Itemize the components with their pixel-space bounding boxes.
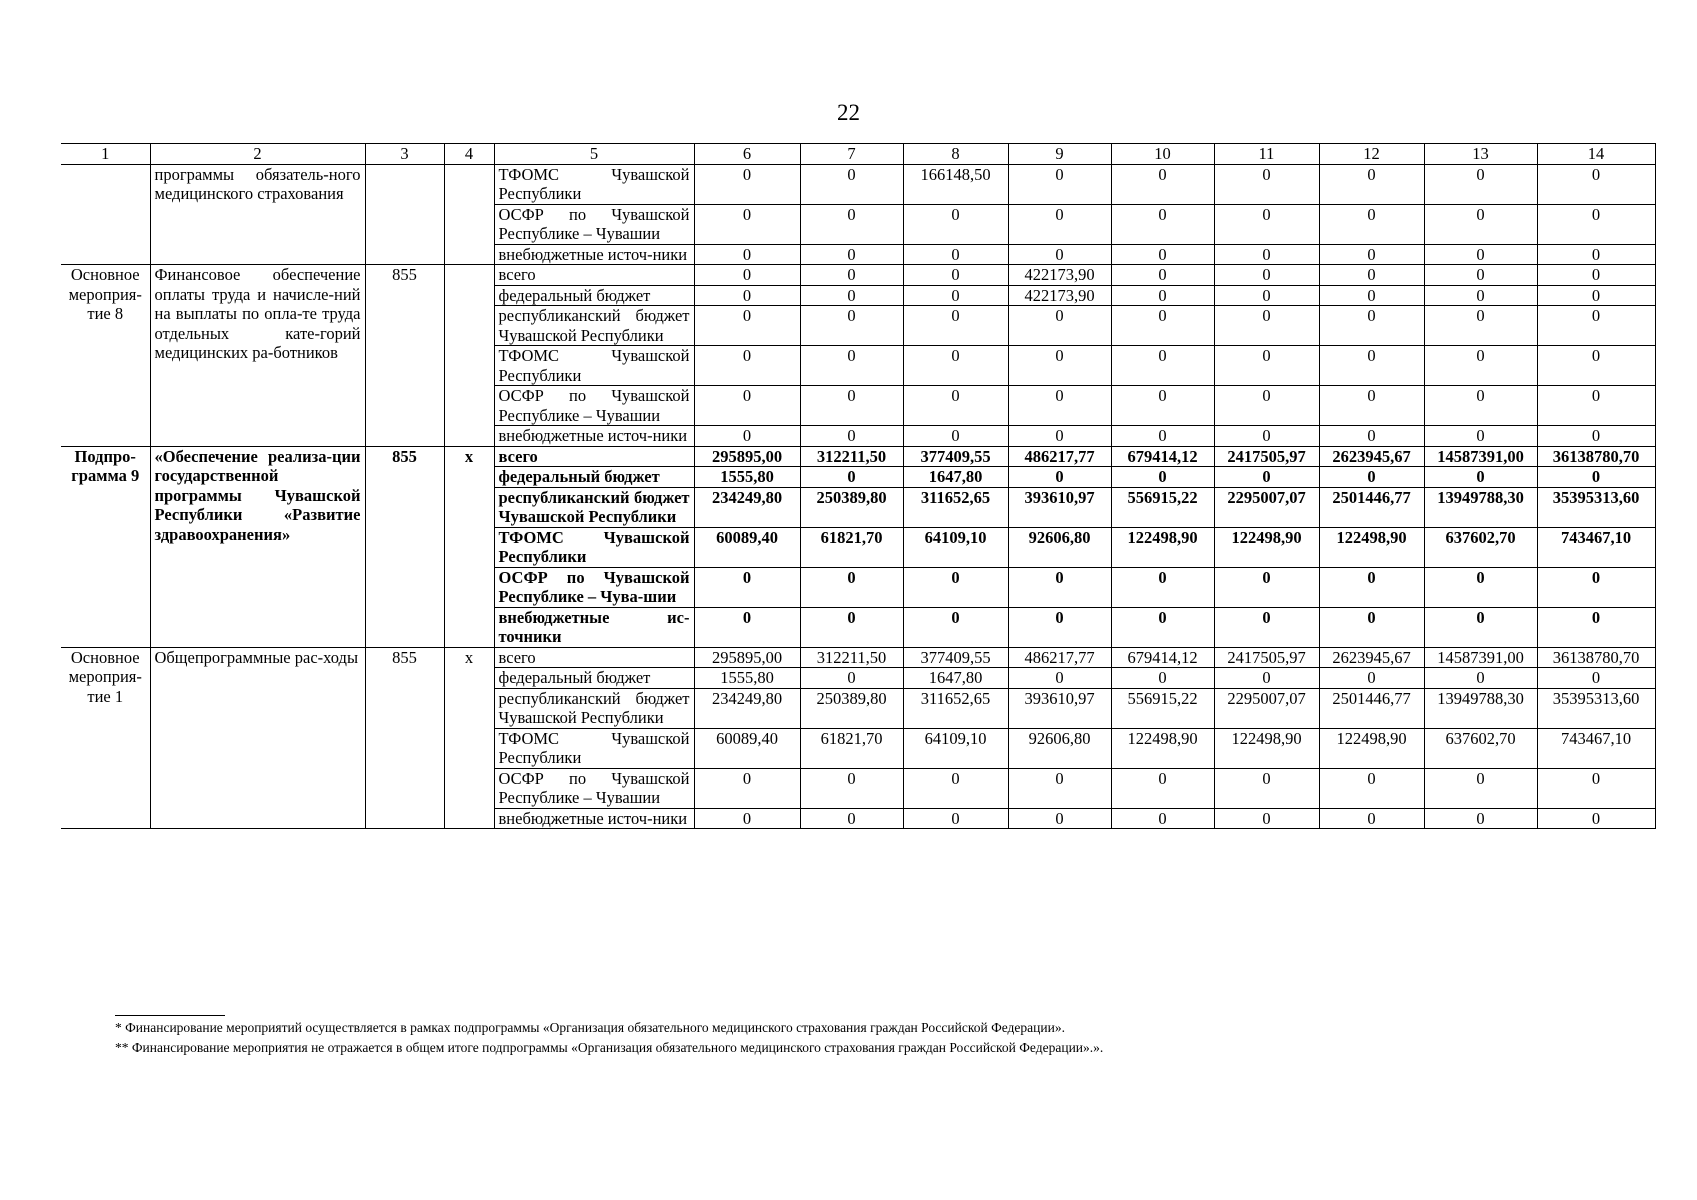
value-cell: 122498,90 xyxy=(1214,527,1319,567)
value-cell: 0 xyxy=(1111,244,1214,265)
column-header: 10 xyxy=(1111,144,1214,165)
value-cell: 0 xyxy=(1537,346,1655,386)
value-cell: 0 xyxy=(800,306,903,346)
value-cell: 679414,12 xyxy=(1111,647,1214,668)
value-cell: 393610,97 xyxy=(1008,487,1111,527)
value-cell: 0 xyxy=(1537,426,1655,447)
value-cell: 0 xyxy=(1424,386,1537,426)
value-cell: 0 xyxy=(1008,244,1111,265)
value-cell: 556915,22 xyxy=(1111,688,1214,728)
source-cell: внебюджетные источ-ники xyxy=(494,808,694,829)
value-cell: 1647,80 xyxy=(903,467,1008,488)
value-cell: 0 xyxy=(903,265,1008,286)
value-cell: 0 xyxy=(800,346,903,386)
value-cell: 0 xyxy=(1214,204,1319,244)
value-cell: 92606,80 xyxy=(1008,728,1111,768)
value-cell: 0 xyxy=(694,265,800,286)
value-cell: 0 xyxy=(1537,204,1655,244)
column-header: 6 xyxy=(694,144,800,165)
value-cell: 0 xyxy=(1111,467,1214,488)
value-cell: 0 xyxy=(800,467,903,488)
value-cell: 0 xyxy=(800,285,903,306)
value-cell: 637602,70 xyxy=(1424,527,1537,567)
table-row xyxy=(61,265,1655,286)
value-cell: 0 xyxy=(1537,265,1655,286)
value-cell: 0 xyxy=(1424,204,1537,244)
value-cell: 0 xyxy=(1537,467,1655,488)
value-cell: 0 xyxy=(1537,808,1655,829)
value-cell: 166148,50 xyxy=(903,164,1008,204)
group-cell xyxy=(444,164,494,265)
status-cell: Основное мероприя-тие 1 xyxy=(61,647,150,829)
source-cell: федеральный бюджет xyxy=(494,285,694,306)
value-cell: 0 xyxy=(903,244,1008,265)
value-cell: 0 xyxy=(1008,567,1111,607)
value-cell: 250389,80 xyxy=(800,688,903,728)
value-cell: 61821,70 xyxy=(800,728,903,768)
value-cell: 0 xyxy=(1319,426,1424,447)
budget-table xyxy=(61,143,1656,829)
value-cell: 0 xyxy=(1214,386,1319,426)
value-cell: 0 xyxy=(1537,768,1655,808)
status-cell xyxy=(61,164,150,265)
value-cell: 0 xyxy=(800,204,903,244)
value-cell: 60089,40 xyxy=(694,527,800,567)
value-cell: 0 xyxy=(1424,426,1537,447)
group-cell: х xyxy=(444,647,494,829)
value-cell: 0 xyxy=(800,244,903,265)
source-cell: республиканский бюджет Чувашской Республики xyxy=(494,306,694,346)
footnote-divider xyxy=(115,1015,225,1016)
value-cell: 0 xyxy=(694,426,800,447)
value-cell: 0 xyxy=(1214,668,1319,689)
footnote-2: ** Финансирование мероприятия не отражается в общем итоге подпрограммы «Организация обязательного медицинского страхования граждан Российской Федерации».». xyxy=(115,1040,1104,1055)
value-cell: 0 xyxy=(1111,607,1214,647)
column-header: 14 xyxy=(1537,144,1655,165)
value-cell: 0 xyxy=(1008,607,1111,647)
value-cell: 743467,10 xyxy=(1537,527,1655,567)
value-cell: 64109,10 xyxy=(903,527,1008,567)
value-cell: 0 xyxy=(1424,306,1537,346)
table-row xyxy=(61,446,1655,467)
value-cell: 0 xyxy=(1319,204,1424,244)
value-cell: 0 xyxy=(1424,668,1537,689)
value-cell: 0 xyxy=(1111,285,1214,306)
title-cell: «Обеспечение реализа-ции государственной программы Чувашской Республики «Развитие здравоохранения» xyxy=(150,446,365,647)
value-cell: 0 xyxy=(1319,768,1424,808)
value-cell: 0 xyxy=(694,204,800,244)
value-cell: 312211,50 xyxy=(800,647,903,668)
value-cell: 1647,80 xyxy=(903,668,1008,689)
value-cell: 0 xyxy=(1537,607,1655,647)
value-cell: 0 xyxy=(903,567,1008,607)
value-cell: 0 xyxy=(694,768,800,808)
source-cell: ТФОМС Чувашской Республики xyxy=(494,164,694,204)
value-cell: 0 xyxy=(1319,668,1424,689)
value-cell: 0 xyxy=(1214,346,1319,386)
value-cell: 0 xyxy=(1111,567,1214,607)
table-row xyxy=(61,164,1655,204)
value-cell: 0 xyxy=(1537,386,1655,426)
value-cell: 0 xyxy=(1319,164,1424,204)
value-cell: 0 xyxy=(1214,164,1319,204)
title-cell: Финансовое обеспечение оплаты труда и начисле-ний на выплаты по опла-те труда отдельных кате-горий медицинских ра-ботников xyxy=(150,265,365,447)
footnote-1: * Финансирование мероприятий осуществляется в рамках подпрограммы «Организация обязательного медицинского страхования граждан Российской Федерации». xyxy=(115,1020,1065,1035)
source-cell: внебюджетные ис-точники xyxy=(494,607,694,647)
code-cell: 855 xyxy=(365,446,444,647)
column-header: 2 xyxy=(150,144,365,165)
column-header: 5 xyxy=(494,144,694,165)
value-cell: 0 xyxy=(800,164,903,204)
value-cell: 0 xyxy=(1319,285,1424,306)
column-header: 11 xyxy=(1214,144,1319,165)
value-cell: 0 xyxy=(800,808,903,829)
value-cell: 0 xyxy=(694,567,800,607)
value-cell: 0 xyxy=(1008,426,1111,447)
source-cell: республиканский бюджет Чувашской Республики xyxy=(494,688,694,728)
value-cell: 13949788,30 xyxy=(1424,487,1537,527)
source-cell: федеральный бюджет xyxy=(494,467,694,488)
value-cell: 0 xyxy=(800,607,903,647)
value-cell: 0 xyxy=(1214,285,1319,306)
value-cell: 1555,80 xyxy=(694,668,800,689)
value-cell: 0 xyxy=(1111,426,1214,447)
code-cell: 855 xyxy=(365,647,444,829)
value-cell: 0 xyxy=(1111,164,1214,204)
code-cell: 855 xyxy=(365,265,444,447)
value-cell: 0 xyxy=(1008,808,1111,829)
value-cell: 14587391,00 xyxy=(1424,647,1537,668)
value-cell: 0 xyxy=(800,668,903,689)
value-cell: 0 xyxy=(1008,164,1111,204)
value-cell: 0 xyxy=(1319,607,1424,647)
title-cell: Общепрограммные рас-ходы xyxy=(150,647,365,829)
value-cell: 311652,65 xyxy=(903,688,1008,728)
value-cell: 0 xyxy=(1111,204,1214,244)
value-cell: 0 xyxy=(1214,467,1319,488)
value-cell: 0 xyxy=(1008,668,1111,689)
value-cell: 637602,70 xyxy=(1424,728,1537,768)
footnotes xyxy=(115,1018,1103,1058)
value-cell: 0 xyxy=(1008,386,1111,426)
value-cell: 122498,90 xyxy=(1214,728,1319,768)
value-cell: 486217,77 xyxy=(1008,446,1111,467)
page-number: 22 xyxy=(837,100,860,125)
value-cell: 422173,90 xyxy=(1008,265,1111,286)
value-cell: 0 xyxy=(1008,467,1111,488)
value-cell: 0 xyxy=(1424,285,1537,306)
value-cell: 0 xyxy=(1424,567,1537,607)
value-cell: 0 xyxy=(800,426,903,447)
value-cell: 2501446,77 xyxy=(1319,688,1424,728)
value-cell: 0 xyxy=(1111,386,1214,426)
value-cell: 0 xyxy=(694,607,800,647)
source-cell: ТФОМС Чувашской Республики xyxy=(494,728,694,768)
source-cell: всего xyxy=(494,446,694,467)
column-header: 13 xyxy=(1424,144,1537,165)
value-cell: 0 xyxy=(1214,244,1319,265)
value-cell: 0 xyxy=(1424,808,1537,829)
value-cell: 0 xyxy=(1111,808,1214,829)
value-cell: 743467,10 xyxy=(1537,728,1655,768)
value-cell: 35395313,60 xyxy=(1537,688,1655,728)
column-header: 12 xyxy=(1319,144,1424,165)
value-cell: 0 xyxy=(694,346,800,386)
value-cell: 0 xyxy=(903,768,1008,808)
source-cell: всего xyxy=(494,265,694,286)
value-cell: 0 xyxy=(1537,164,1655,204)
value-cell: 1555,80 xyxy=(694,467,800,488)
source-cell: федеральный бюджет xyxy=(494,668,694,689)
value-cell: 0 xyxy=(903,346,1008,386)
table-body xyxy=(61,144,1655,829)
source-cell: ОСФР по Чувашской Республике – Чувашии xyxy=(494,386,694,426)
value-cell: 2417505,97 xyxy=(1214,647,1319,668)
value-cell: 0 xyxy=(1424,768,1537,808)
value-cell: 0 xyxy=(694,285,800,306)
source-cell: внебюджетные источ-ники xyxy=(494,426,694,447)
value-cell: 679414,12 xyxy=(1111,446,1214,467)
value-cell: 0 xyxy=(1424,265,1537,286)
value-cell: 0 xyxy=(1111,306,1214,346)
title-cell: программы обязатель-ного медицинского страхования xyxy=(150,164,365,265)
value-cell: 0 xyxy=(1111,668,1214,689)
value-cell: 0 xyxy=(1537,285,1655,306)
value-cell: 0 xyxy=(800,265,903,286)
value-cell: 234249,80 xyxy=(694,688,800,728)
value-cell: 0 xyxy=(1214,567,1319,607)
value-cell: 0 xyxy=(1214,808,1319,829)
value-cell: 0 xyxy=(800,768,903,808)
value-cell: 2295007,07 xyxy=(1214,487,1319,527)
value-cell: 2623945,67 xyxy=(1319,446,1424,467)
value-cell: 122498,90 xyxy=(1319,728,1424,768)
value-cell: 13949788,30 xyxy=(1424,688,1537,728)
value-cell: 0 xyxy=(1319,265,1424,286)
value-cell: 0 xyxy=(1319,346,1424,386)
value-cell: 0 xyxy=(1214,768,1319,808)
value-cell: 122498,90 xyxy=(1111,527,1214,567)
value-cell: 122498,90 xyxy=(1319,527,1424,567)
value-cell: 0 xyxy=(1111,346,1214,386)
value-cell: 0 xyxy=(1319,306,1424,346)
source-cell: ОСФР по Чувашской Республике – Чува-шии xyxy=(494,567,694,607)
value-cell: 0 xyxy=(903,204,1008,244)
value-cell: 0 xyxy=(694,244,800,265)
source-cell: ОСФР по Чувашской Республике – Чувашии xyxy=(494,768,694,808)
column-header: 3 xyxy=(365,144,444,165)
value-cell: 393610,97 xyxy=(1008,688,1111,728)
value-cell: 0 xyxy=(800,567,903,607)
column-header: 9 xyxy=(1008,144,1111,165)
value-cell: 0 xyxy=(903,386,1008,426)
value-cell: 0 xyxy=(694,386,800,426)
value-cell: 2417505,97 xyxy=(1214,446,1319,467)
value-cell: 0 xyxy=(694,808,800,829)
value-cell: 2295007,07 xyxy=(1214,688,1319,728)
value-cell: 0 xyxy=(1111,768,1214,808)
value-cell: 312211,50 xyxy=(800,446,903,467)
value-cell: 0 xyxy=(903,607,1008,647)
value-cell: 61821,70 xyxy=(800,527,903,567)
value-cell: 0 xyxy=(903,306,1008,346)
value-cell: 0 xyxy=(1008,306,1111,346)
value-cell: 0 xyxy=(1319,467,1424,488)
value-cell: 311652,65 xyxy=(903,487,1008,527)
source-cell: ТФОМС Чувашской Республики xyxy=(494,527,694,567)
value-cell: 234249,80 xyxy=(694,487,800,527)
value-cell: 0 xyxy=(1214,426,1319,447)
value-cell: 2623945,67 xyxy=(1319,647,1424,668)
value-cell: 60089,40 xyxy=(694,728,800,768)
value-cell: 0 xyxy=(1214,265,1319,286)
status-cell: Основное мероприя-тие 8 xyxy=(61,265,150,447)
value-cell: 0 xyxy=(1537,244,1655,265)
group-cell: х xyxy=(444,446,494,647)
value-cell: 0 xyxy=(1319,386,1424,426)
source-cell: республиканский бюджет Чувашской Республики xyxy=(494,487,694,527)
column-header: 7 xyxy=(800,144,903,165)
group-cell xyxy=(444,265,494,447)
value-cell: 0 xyxy=(1111,265,1214,286)
value-cell: 0 xyxy=(1424,607,1537,647)
value-cell: 0 xyxy=(1008,204,1111,244)
value-cell: 0 xyxy=(1537,567,1655,607)
source-cell: ТФОМС Чувашской Республики xyxy=(494,346,694,386)
column-header: 1 xyxy=(61,144,150,165)
value-cell: 14587391,00 xyxy=(1424,446,1537,467)
value-cell: 556915,22 xyxy=(1111,487,1214,527)
value-cell: 295895,00 xyxy=(694,647,800,668)
value-cell: 0 xyxy=(1424,164,1537,204)
value-cell: 0 xyxy=(1319,808,1424,829)
value-cell: 0 xyxy=(694,164,800,204)
value-cell: 0 xyxy=(1424,244,1537,265)
value-cell: 422173,90 xyxy=(1008,285,1111,306)
value-cell: 377409,55 xyxy=(903,647,1008,668)
value-cell: 0 xyxy=(1214,306,1319,346)
value-cell: 2501446,77 xyxy=(1319,487,1424,527)
source-cell: внебюджетные источ-ники xyxy=(494,244,694,265)
value-cell: 64109,10 xyxy=(903,728,1008,768)
value-cell: 36138780,70 xyxy=(1537,446,1655,467)
status-cell: Подпро-грамма 9 xyxy=(61,446,150,647)
value-cell: 0 xyxy=(1537,668,1655,689)
value-cell: 295895,00 xyxy=(694,446,800,467)
code-cell xyxy=(365,164,444,265)
value-cell: 0 xyxy=(800,386,903,426)
value-cell: 0 xyxy=(903,808,1008,829)
source-cell: всего xyxy=(494,647,694,668)
column-header: 8 xyxy=(903,144,1008,165)
value-cell: 0 xyxy=(1214,607,1319,647)
value-cell: 36138780,70 xyxy=(1537,647,1655,668)
value-cell: 92606,80 xyxy=(1008,527,1111,567)
value-cell: 250389,80 xyxy=(800,487,903,527)
value-cell: 0 xyxy=(694,306,800,346)
value-cell: 486217,77 xyxy=(1008,647,1111,668)
value-cell: 0 xyxy=(1008,768,1111,808)
column-header-row xyxy=(61,144,1655,165)
value-cell: 0 xyxy=(903,285,1008,306)
value-cell: 122498,90 xyxy=(1111,728,1214,768)
value-cell: 377409,55 xyxy=(903,446,1008,467)
value-cell: 0 xyxy=(903,426,1008,447)
value-cell: 0 xyxy=(1424,346,1537,386)
source-cell: ОСФР по Чувашской Республике – Чувашии xyxy=(494,204,694,244)
table-row xyxy=(61,647,1655,668)
column-header: 4 xyxy=(444,144,494,165)
value-cell: 0 xyxy=(1424,467,1537,488)
value-cell: 35395313,60 xyxy=(1537,487,1655,527)
value-cell: 0 xyxy=(1008,346,1111,386)
value-cell: 0 xyxy=(1319,567,1424,607)
value-cell: 0 xyxy=(1537,306,1655,346)
value-cell: 0 xyxy=(1319,244,1424,265)
